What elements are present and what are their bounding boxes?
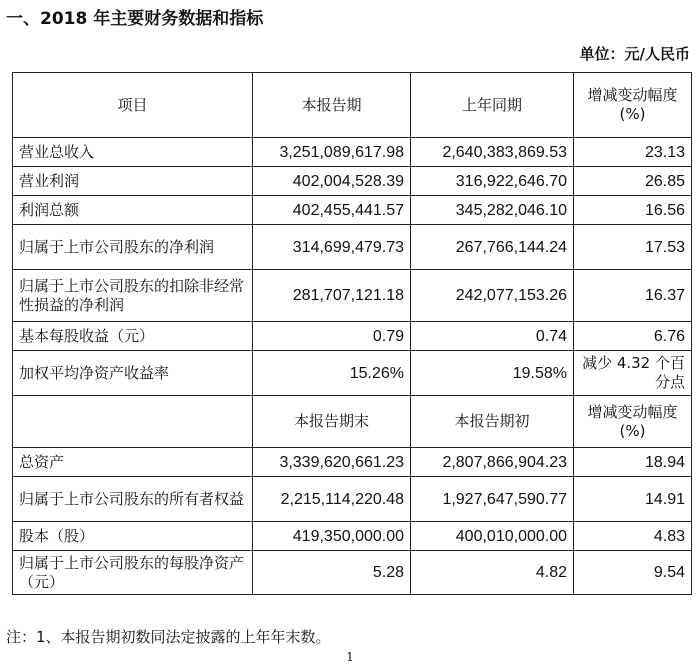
header-change-pct: 增减变动幅度(%) — [574, 396, 692, 448]
header-change-pct: 增减变动幅度(%) — [574, 73, 692, 138]
header-period-start: 本报告期初 — [411, 396, 574, 448]
row-label: 归属于上市公司股东的净利润 — [13, 225, 253, 270]
current-value: 402,004,528.39 — [253, 167, 411, 196]
table-row — [13, 551, 692, 595]
section-title: 一、2018 年主要财务数据和指标 — [6, 9, 264, 29]
prior-value: 0.74 — [411, 322, 574, 351]
table-row — [13, 322, 692, 351]
subheader-blank — [13, 396, 253, 448]
table-subheader-row — [13, 396, 692, 448]
change-value: 14.91 — [574, 477, 692, 522]
period-start-value: 400,010,000.00 — [411, 522, 574, 551]
row-label: 营业利润 — [13, 167, 253, 196]
period-end-value: 5.28 — [253, 551, 411, 595]
row-label: 总资产 — [13, 448, 253, 477]
change-value: 17.53 — [574, 225, 692, 270]
prior-value: 2,640,383,869.53 — [411, 138, 574, 167]
current-value: 0.79 — [253, 322, 411, 351]
row-label: 归属于上市公司股东的扣除非经常性损益的净利润 — [13, 270, 253, 322]
current-value: 281,707,121.18 — [253, 270, 411, 322]
period-end-value: 3,339,620,661.23 — [253, 448, 411, 477]
current-value: 15.26% — [253, 351, 411, 396]
table-row — [13, 448, 692, 477]
row-label: 基本每股收益（元） — [13, 322, 253, 351]
table-row — [13, 167, 692, 196]
period-start-value: 2,807,866,904.23 — [411, 448, 574, 477]
row-label: 股本（股） — [13, 522, 253, 551]
current-value: 402,455,441.57 — [253, 196, 411, 225]
period-end-value: 2,215,114,220.48 — [253, 477, 411, 522]
prior-value: 345,282,046.10 — [411, 196, 574, 225]
table-row — [13, 522, 692, 551]
table-row — [13, 477, 692, 522]
header-current-period: 本报告期 — [253, 73, 411, 138]
change-value: 16.37 — [574, 270, 692, 322]
prior-value: 242,077,153.26 — [411, 270, 574, 322]
table-row — [13, 225, 692, 270]
row-label: 归属于上市公司股东的每股净资产（元） — [13, 551, 253, 595]
header-period-end: 本报告期末 — [253, 396, 411, 448]
table-row — [13, 138, 692, 167]
current-value: 314,699,479.73 — [253, 225, 411, 270]
table-header-row — [13, 73, 692, 138]
prior-value: 316,922,646.70 — [411, 167, 574, 196]
footnote: 注：1、本报告期初数同法定披露的上年年末数。 — [6, 628, 331, 646]
change-value: 9.54 — [574, 551, 692, 595]
period-start-value: 1,927,647,590.77 — [411, 477, 574, 522]
change-value: 26.85 — [574, 167, 692, 196]
financial-data-table — [12, 72, 692, 595]
change-value: 16.56 — [574, 196, 692, 225]
row-label: 营业总收入 — [13, 138, 253, 167]
header-prior-period: 上年同期 — [411, 73, 574, 138]
table-row — [13, 351, 692, 396]
row-label: 加权平均净资产收益率 — [13, 351, 253, 396]
change-value: 23.13 — [574, 138, 692, 167]
row-label: 利润总额 — [13, 196, 253, 225]
row-label: 归属于上市公司股东的所有者权益 — [13, 477, 253, 522]
header-item: 项目 — [13, 73, 253, 138]
page-number: 1 — [346, 650, 354, 664]
table-row — [13, 196, 692, 225]
prior-value: 267,766,144.24 — [411, 225, 574, 270]
period-start-value: 4.82 — [411, 551, 574, 595]
change-value: 6.76 — [574, 322, 692, 351]
period-end-value: 419,350,000.00 — [253, 522, 411, 551]
change-value: 减少 4.32 个百分点 — [574, 351, 692, 396]
prior-value: 19.58% — [411, 351, 574, 396]
current-value: 3,251,089,617.98 — [253, 138, 411, 167]
change-value: 18.94 — [574, 448, 692, 477]
currency-unit: 单位：元/人民币 — [579, 45, 690, 63]
table-row — [13, 270, 692, 322]
change-value: 4.83 — [574, 522, 692, 551]
